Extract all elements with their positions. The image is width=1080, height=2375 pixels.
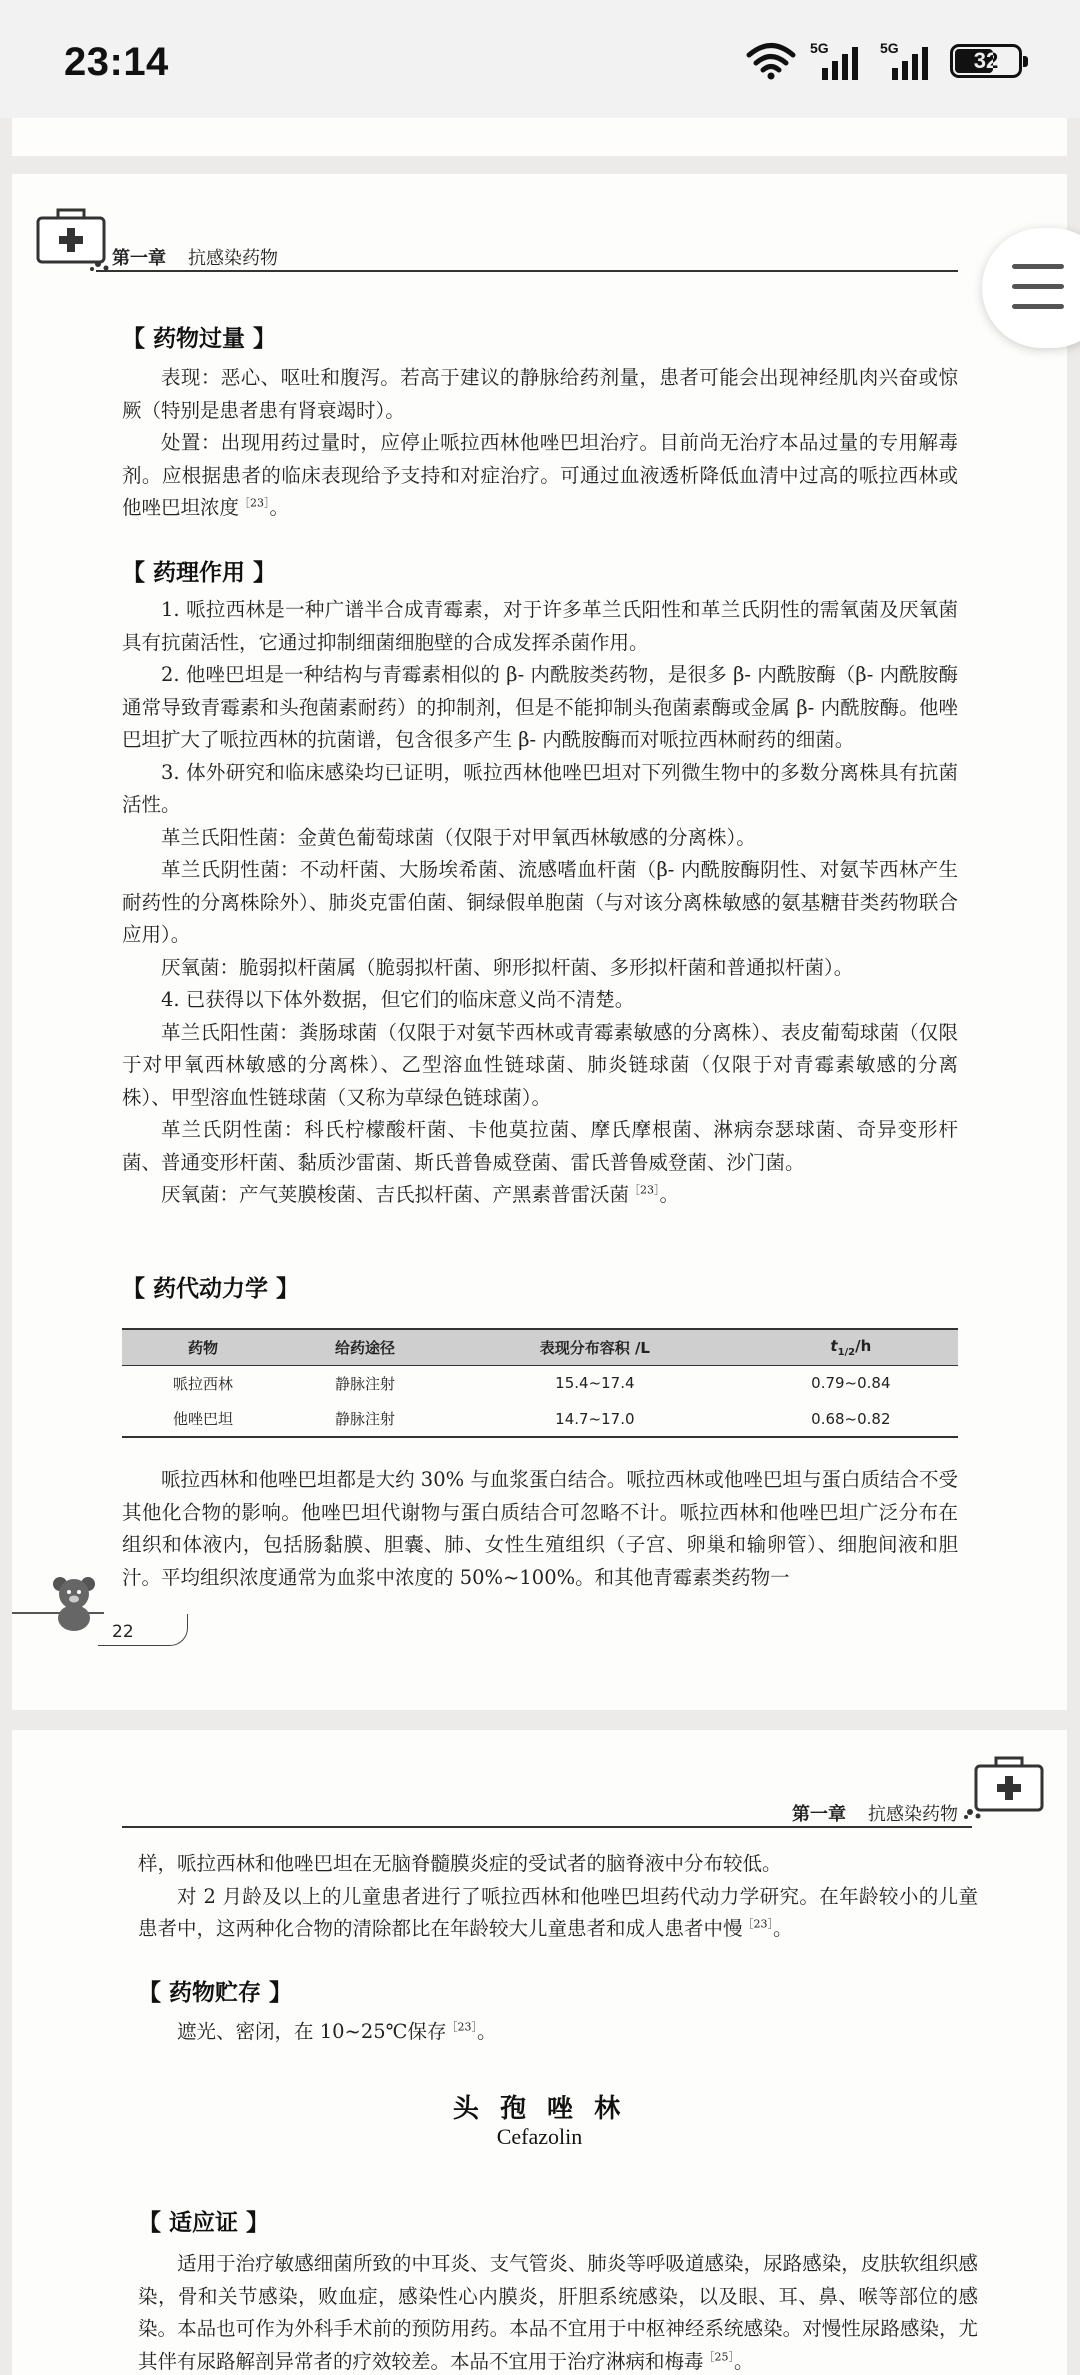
cell-signal-icon (880, 40, 936, 82)
network-type-label: 5G (810, 40, 829, 56)
paragraph: 革兰氏阳性菌：粪肠球菌（仅限于对氨苄西林或青霉素敏感的分离株）、表皮葡萄球菌（仅限于对甲氧西林敏感的分离株）、乙型溶血性链球菌、肺炎链球菌（仅限于对青霉素敏感的分离株）、甲型溶血性链球菌（又称为草绿色链球菌）。 (122, 1020, 958, 1109)
wifi-icon (746, 42, 796, 80)
paragraph: 1. 哌拉西林是一种广谱半合成青霉素，对于许多革兰氏阳性和革兰氏阴性的需氧菌及厌氧菌具有抗菌活性，它通过抑制细菌细胞壁的合成发挥杀菌作用。 (122, 598, 958, 654)
pharmacology-text (122, 594, 958, 1212)
citation: ［25］ (703, 2350, 735, 2363)
pk-table (122, 1328, 958, 1438)
table-cell: 静脉注射 (335, 1374, 396, 1393)
citation: ［23］ (239, 496, 270, 510)
chapter-title: 抗感染药物 (188, 248, 278, 269)
paragraph: 处置：出现用药过量时，应停止哌拉西林他唑巴坦治疗。目前尚无治疗本品过量的专用解毒剂。应根据患者的临床表现给予支持和对症治疗。可通过血液透析降低血清中过高的哌拉西林或他唑巴坦浓度$^{[23]}$。 (122, 431, 958, 519)
status-bar (0, 0, 1080, 118)
paragraph: 革兰氏阳性菌：金黄色葡萄球菌（仅限于对甲氧西林敏感的分离株）。 (161, 825, 756, 849)
table-header-cell: 给药途径 (284, 1329, 446, 1365)
indications-text (138, 2248, 978, 2375)
section-heading-storage: 【 药物贮存 】 (138, 1980, 293, 2006)
table-cell: 他唑巴坦 (122, 1401, 284, 1437)
table-cell: 14.7~17.0 (446, 1401, 744, 1437)
cell-signal-icon (810, 40, 866, 82)
table-cell: 静脉注射 (284, 1401, 446, 1437)
paragraph: 革兰氏阴性菌：不动杆菌、大肠埃希菌、流感嗜血杆菌（β- 内酰胺酶阴性、对氨苄西林产生耐药性的分离株除外）、肺炎克雷伯菌、铜绿假单胞菌（与对该分离株敏感的氨基糖苷类药物联合应用）。 (122, 858, 958, 946)
overdose-text (122, 362, 958, 525)
section-heading-indications: 【 适应证 】 (138, 2210, 270, 2236)
storage-text (138, 2016, 978, 2049)
table-row (122, 1401, 958, 1437)
paragraph: 表现：恶心、呕吐和腹泻。若高于建议的静脉给药剂量，患者可能会出现神经肌肉兴奋或惊厥（特别是患者患有肾衰竭时）。 (122, 366, 958, 422)
pk-continued-text (138, 1848, 978, 1946)
paragraph: 适用于治疗敏感细菌所致的中耳炎、支气管炎、肺炎等呼吸道感染，尿路感染，皮肤软组织感染，骨和关节感染，败血症，感染性心内膜炎，肝胆系统感染，以及眼、耳、鼻、喉等部位的感染。本品也可作为外科手术前的预防用药。本品不宜用于中枢神经系统感染。对慢性尿路感染，尤其伴有尿路解剖异常者的疗效较差。本品不宜用于治疗淋病和梅毒$^{[25]}$。 (138, 2252, 978, 2373)
drug-name-en: Cefazolin (496, 2124, 583, 2149)
table-row (122, 1365, 958, 1401)
table-header-cell: 药物 (122, 1329, 284, 1365)
network-type-label: 5G (880, 40, 899, 56)
table-header-cell: $t_{1/2}/h$ (744, 1329, 958, 1365)
paragraph: 革兰氏阴性菌：科氏柠檬酸杆菌、卡他莫拉菌、摩氏摩根菌、淋病奈瑟球菌、奇异变形杆菌、普通变形杆菌、黏质沙雷菌、斯氏普鲁威登菌、雷氏普鲁威登菌、沙门菌。 (122, 1118, 958, 1174)
paragraph: 3. 体外研究和临床感染均已证明，哌拉西林他唑巴坦对下列微生物中的多数分离株具有抗菌活性。 (122, 760, 958, 816)
table-header-row (122, 1329, 958, 1365)
status-icons (746, 40, 1022, 82)
paragraph: 对 2 月龄及以上的儿童患者进行了哌拉西林和他唑巴坦药代动力学研究。在年龄较小的儿童患者中，这两种化合物的清除都比在年龄较大儿童患者和成人患者中慢$^{[23]}$。 (138, 1884, 978, 1940)
section-heading-pharmacology: 【 药理作用 】 (122, 560, 277, 586)
table-cell: 0.68~0.82 (744, 1401, 958, 1437)
paragraph: 遮光、密闭，在 10~25℃保存$^{[23]}$。 (177, 2020, 497, 2043)
citation: ［23］ (742, 1917, 774, 1931)
clock: 23:14 (64, 40, 169, 84)
previous-page-fragment (12, 118, 1067, 156)
running-head (792, 1800, 958, 1826)
table-header-cell: 表现分布容积 /L (446, 1329, 744, 1365)
paragraph: 2. 他唑巴坦是一种结构与青霉素相似的 β- 内酰胺类药物，是很多 β- 内酰胺酶（β- 内酰胺酶通常导致青霉素和头孢菌素耐药）的抑制剂，但是不能抑制头孢菌素酶或金属 β- 内酰胺酶。他唑巴坦扩大了哌拉西林的抗菌谱，包含很多产生 β- 内酰胺酶而对哌拉西林耐药的细菌。 (122, 663, 958, 751)
paragraph: 哌拉西林和他唑巴坦都是大约 30% 与血浆蛋白结合。哌拉西林或他唑巴坦与蛋白质结合不受其他化合物的影响。他唑巴坦代谢物与蛋白质结合可忽略不计。哌拉西林和他唑巴坦广泛分布在组织和体液内，包括肠黏膜、胆囊、肺、女性生殖组织（子宫、卵巢和输卵管）、细胞间液和胆汁。平均组织浓度通常为血浆中浓度的 50%~100%。和其他青霉素类药物一 (122, 1468, 958, 1589)
first-aid-kit-icon (34, 202, 118, 272)
teddy-bear-icon (48, 1574, 102, 1632)
paragraph: 4. 已获得以下体外数据，但它们的临床意义尚不清楚。 (161, 988, 635, 1011)
pk-text (122, 1464, 958, 1594)
table-cell: 哌拉西林 (173, 1374, 234, 1393)
section-heading-overdose: 【 药物过量 】 (122, 326, 277, 352)
chapter-label: 第一章 (792, 1804, 846, 1825)
citation: ［23］ (629, 1183, 660, 1197)
battery-level: 32 (973, 48, 999, 73)
page-number: 22 (112, 1622, 134, 1642)
document-page-22[interactable] (12, 174, 1067, 1710)
citation: ［23］ (446, 2020, 477, 2034)
first-aid-kit-icon (962, 1750, 1046, 1820)
running-head (112, 244, 278, 270)
chapter-title: 抗感染药物 (868, 1804, 958, 1825)
paragraph: 样，哌拉西林和他唑巴坦在无脑脊髓膜炎症的受试者的脑脊液中分布较低。 (138, 1852, 782, 1875)
battery-icon (950, 44, 1022, 78)
table-cell: 0.79~0.84 (811, 1374, 891, 1393)
header-rule (96, 270, 958, 272)
chapter-label: 第一章 (112, 248, 166, 269)
drug-name-cn: 头 孢 唑 林 (452, 2094, 627, 2124)
header-rule (122, 1826, 972, 1828)
table-cell: 15.4~17.4 (555, 1374, 635, 1393)
section-heading-pharmacokinetics: 【 药代动力学 】 (122, 1276, 300, 1302)
paragraph: 厌氧菌：产气荚膜梭菌、吉氏拟杆菌、产黑素普雷沃菌$^{[23]}$。 (161, 1183, 680, 1206)
paragraph: 厌氧菌：脆弱拟杆菌属（脆弱拟杆菌、卵形拟杆菌、多形拟杆菌和普通拟杆菌）。 (161, 955, 854, 979)
document-page-23[interactable] (12, 1730, 1067, 2375)
